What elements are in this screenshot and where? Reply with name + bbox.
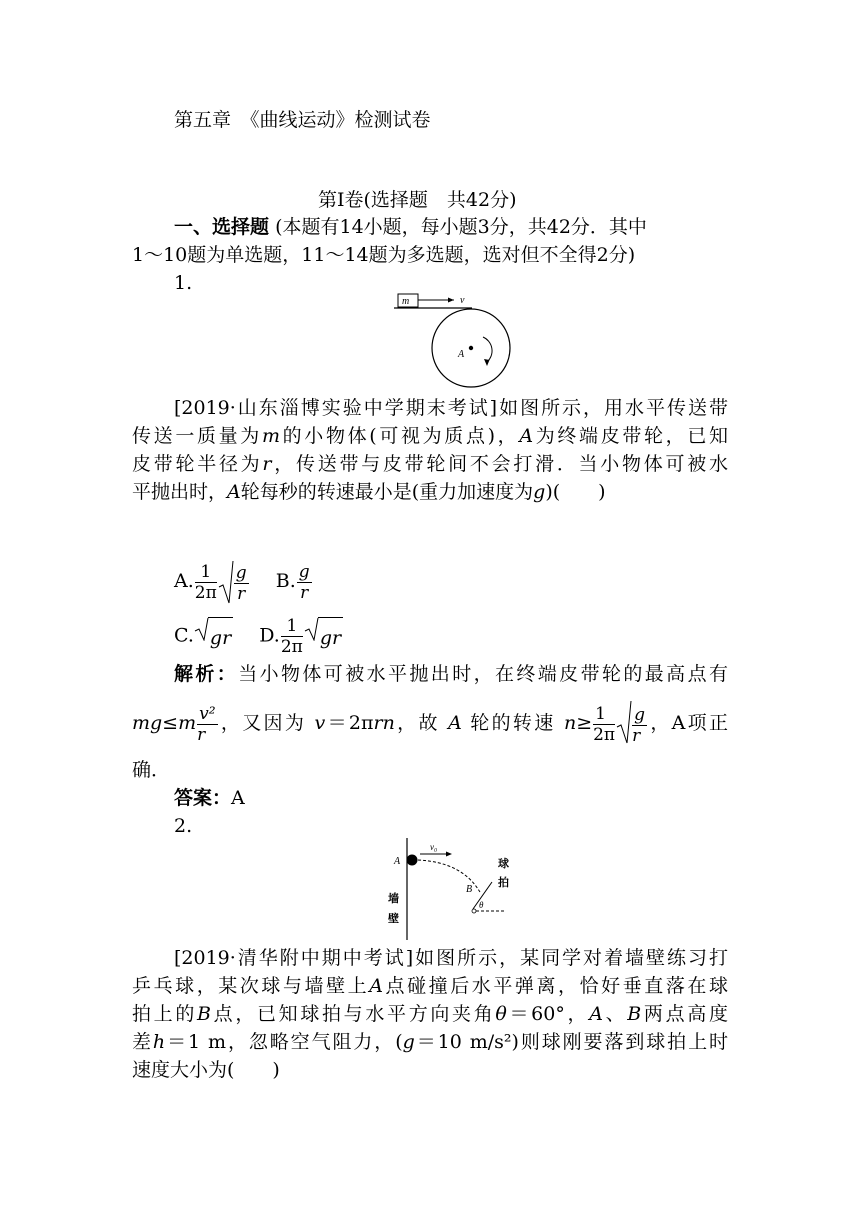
- part-heading: 一、选择题: [174, 216, 270, 238]
- option-a-fraction: $\frac{1}{2\pi}$: [194, 561, 217, 603]
- answer-label: 答案：: [174, 787, 232, 809]
- q2-figure: [380, 834, 520, 942]
- q1-text-line3: 皮带轮半径为r，传送带与皮带轮间不会打滑．当小物体可被水: [132, 453, 728, 475]
- q1-analysis-line3: 确．: [132, 759, 171, 781]
- section-instructions-line1: [174, 215, 728, 239]
- q2-figure-racket-label-2: 拍: [498, 877, 509, 889]
- q1-figure: [392, 290, 522, 400]
- q1-options-ab: [174, 558, 313, 605]
- q1-figure-v-label: v: [460, 295, 465, 306]
- q2-figure-a-label: A: [394, 856, 401, 867]
- q2-figure-theta-label: θ: [479, 900, 484, 910]
- q1-text-line2: 传送一质量为m的小物体(可视为质点)，A为终端皮带轮，已知: [132, 425, 728, 447]
- q1-figure-m-label: m: [402, 296, 410, 307]
- q2-figure-racket-label-1: 球: [498, 858, 509, 870]
- q1-text-line1: [2019·山东淄博实验中学期末考试]如图所示，用水平传送带: [174, 397, 728, 419]
- q2-text-line3: 拍上的B点，已知球拍与水平方向夹角θ＝60°，A、B两点高度: [132, 1003, 728, 1025]
- section-instructions-line2: 1～10题为单选题，11～14题为多选题，选对但不全得2分): [132, 244, 636, 266]
- q1-analysis-line1: 解析：当小物体可被水平抛出时，在终端皮带轮的最高点有: [174, 663, 728, 685]
- q1-text-line4: 平抛出时，A轮每秒的转速最小是(重力加速度为g)( ): [132, 481, 606, 503]
- q2-text-line5: 速度大小为( ): [132, 1059, 280, 1081]
- q2-figure-v0-label: v₀: [430, 842, 438, 852]
- analysis-label: 解析：: [174, 663, 239, 685]
- option-d-label: D.: [259, 624, 280, 647]
- option-c-label: C.: [174, 624, 194, 647]
- q1-options-cd: [174, 616, 343, 657]
- instructions-text-1: (本题有14小题，每小题3分，共42分．其中: [275, 216, 647, 238]
- section-title: 第Ⅰ卷(选择题 共42分): [318, 189, 517, 211]
- option-b-label: B.: [275, 570, 296, 592]
- q2-text-line1: [2019·清华附中期中考试]如图所示，某同学对着墙壁练习打: [174, 947, 728, 969]
- q1-analysis-line2: mg≤m $\frac{\text{v²}}{r}$ ，又因为 v＝2πrn，故 A 轮的转速 n≥ $\frac{1}{2\pi}$ $\frac{g}{r}$ ，A项正: [132, 698, 728, 749]
- option-c-sqrt: gr: [194, 617, 233, 657]
- q1-figure-a-label: A: [458, 349, 465, 360]
- q2-text-line2: 乒乓球，某次球与墙壁上A点碰撞后水平弹离，恰好垂直落在球: [132, 975, 728, 997]
- option-d-sqrt: gr: [304, 617, 343, 657]
- q2-number: 2.: [174, 815, 193, 837]
- q1-number: 1.: [174, 272, 193, 294]
- option-a-sqrt: $\frac{g}{r}$: [218, 559, 250, 605]
- q2-figure-b-label: B: [466, 884, 473, 895]
- option-d-fraction: $\frac{1}{2\pi}$: [280, 616, 303, 657]
- q2-figure-wall-label-2: 壁: [388, 913, 399, 925]
- answer-value: A: [231, 787, 245, 809]
- option-b-fraction: $\frac{g}{r}$: [298, 561, 310, 603]
- page-title: 第五章 《曲线运动》检测试卷: [174, 109, 431, 131]
- q1-answer: [174, 786, 245, 810]
- q2-figure-wall-label-1: 墙: [388, 893, 399, 905]
- option-a-label: A.: [174, 570, 194, 592]
- q2-text-line4: 差h＝1 m，忽略空气阻力，(g＝10 m/s²)则球刚要落到球拍上时: [132, 1031, 729, 1053]
